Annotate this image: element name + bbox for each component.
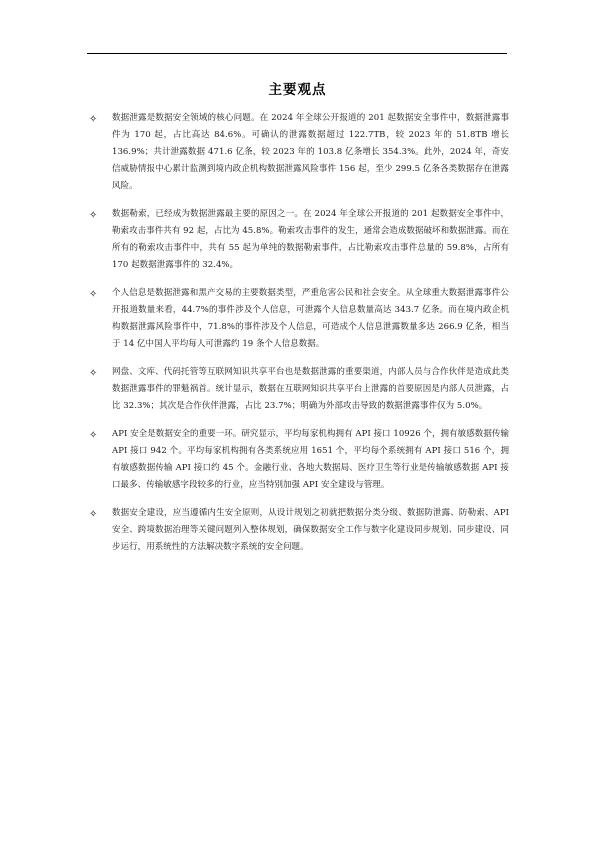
diamond-bullet-icon: ✧ — [89, 509, 98, 520]
point-text: 数据勒索，已经成为数据泄露最主要的原因之一。在 2024 年全球公开报道的 201 起数据安全事件中，勒索攻击事件共有 92 起，占比为 45.8%。勒索攻击事件的发生，通常会造成数据破坏和数据泄露。而在所有的勒索攻击事件中，共有 55 起为单纯的数据勒索事件，占比勒索攻击事件总量的 59.8%，占所有 170 起数据泄露事件的 32.4%。 — [112, 209, 509, 270]
page-title: 主要观点 — [268, 82, 327, 98]
key-points-list — [87, 110, 509, 567]
point-text: 个人信息是数据泄露和黑产交易的主要数据类型，严重危害公民和社会安全。从全球重大数据泄露事件公开报道数量来看，44.7%的事件涉及个人信息，可泄露个人信息数量高达 343.7 亿条。而在境内政企机构数据泄露风险事件中，71.8%的事件涉及个人信息，可造成个人信息泄露数量多达 266.9 亿条，相当于 14 亿中国人平均每人可泄露约 19 条个人信息数据。 — [112, 288, 509, 349]
list-item — [87, 426, 509, 494]
diamond-bullet-icon: ✧ — [89, 210, 98, 221]
diamond-bullet-icon: ✧ — [89, 289, 98, 300]
point-text: 网盘、文库、代码托管等互联网知识共享平台也是数据泄露的重要渠道，内部人员与合作伙伴是造成此类数据泄露事件的罪魁祸首。统计显示，数据在互联网知识共享平台上泄露的首要原因是内部人员泄露，占比 32.3%；其次是合作伙伴泄露，占比 23.7%；明确为外部攻击导致的数据泄露事件仅为 5.0%。 — [112, 367, 509, 411]
list-item — [87, 364, 509, 415]
header-rule — [87, 53, 507, 54]
diamond-bullet-icon: ✧ — [89, 368, 98, 379]
list-item — [87, 110, 509, 195]
diamond-bullet-icon: ✧ — [89, 114, 98, 125]
point-text: 数据泄露是数据安全领域的核心问题。在 2024 年全球公开报道的 201 起数据安全事件中，数据泄露事件为 170 起，占比高达 84.6%。可确认的泄露数据超过 122.7TB，较 2023 年的 51.8TB 增长 136.9%；共计泄露数据 471.6 亿条，较 2023 年的 103.8 亿条增长 354.3%。此外，2024 年，奇安信威胁情报中心累计监测到境内政企机构数据泄露风险事件 156 起，至少 299.5 亿条各类数据存在泄露风险。 — [112, 113, 509, 191]
point-text: API 安全是数据安全的重要一环。研究显示，平均每家机构拥有 API 接口 10926 个，拥有敏感数据传输 API 接口 942 个。平均每家机构拥有各类系统应用 1651 个，平均每个系统拥有 API 接口 516 个，拥有敏感数据传输 API 接口约 45 个。金融行业、各地大数据局、医疗卫生等行业是传输敏感数据 API 接口最多、传输敏感字段较多的行业，应当特别加强 API 安全建设与管理。 — [112, 429, 509, 490]
list-item — [87, 206, 509, 274]
list-item — [87, 285, 509, 353]
point-text: 数据安全建设，应当遵循内生安全原则，从设计规划之初就把数据分类分级、数据防泄露、防勒索、API 安全、跨境数据治理等关键问题列入整体规划，确保数据安全工作与数字化建设同步规划、同步建设、同步运行，用系统性的方法解决数字系统的安全问题。 — [112, 508, 509, 552]
diamond-bullet-icon: ✧ — [89, 430, 98, 441]
list-item — [87, 505, 509, 556]
